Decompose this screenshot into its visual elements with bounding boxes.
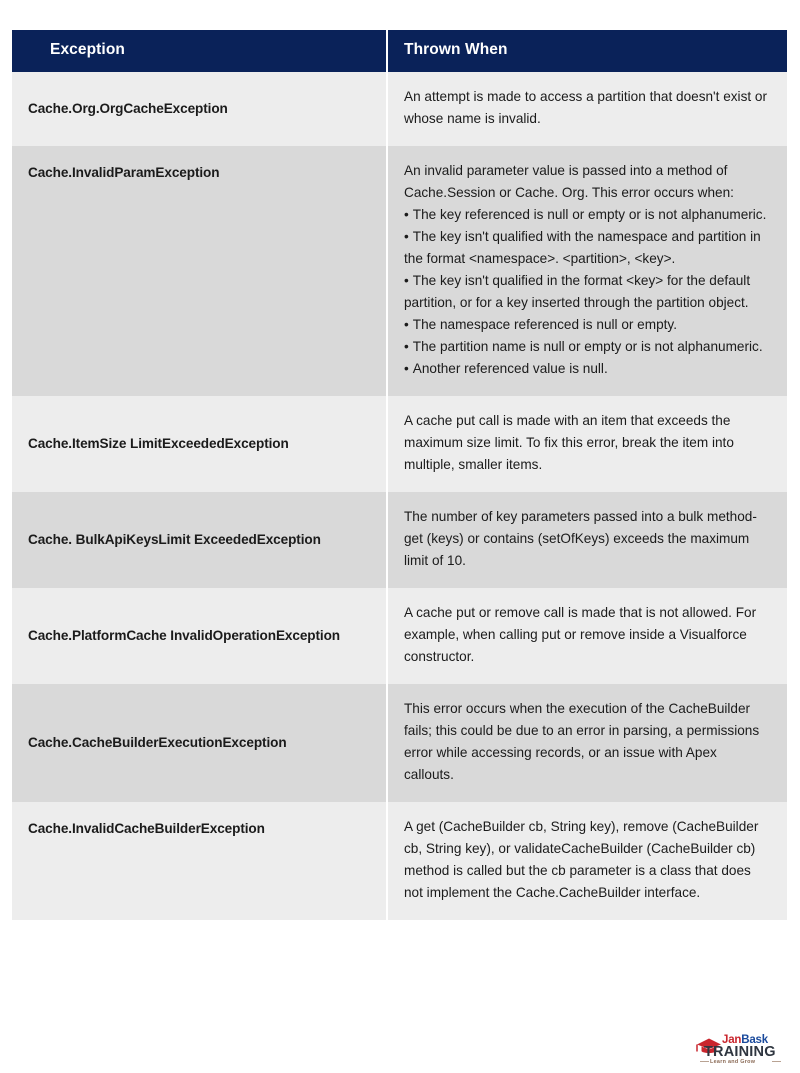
description-block (404, 816, 769, 904)
exception-table (12, 30, 787, 920)
exception-name: Cache.ItemSize LimitExceededException (28, 435, 289, 451)
description-bullet (404, 314, 769, 336)
cell-thrown-when (387, 72, 787, 146)
description-text: The number of key parameters passed into a bulk method- get (keys) or contains (setOfKeys) exceeds the maximum limit of 10. (404, 508, 757, 568)
cell-exception-name (12, 492, 387, 588)
bullet-text: Another referenced value is null. (412, 360, 608, 376)
bullet-text: The namespace referenced is null or empty. (412, 316, 677, 332)
bullet-text: The key referenced is null or empty or is not alphanumeric. (412, 206, 767, 222)
exception-name: Cache.InvalidParamException (28, 164, 220, 180)
bullet-icon: • (404, 272, 409, 288)
description-intro: An invalid parameter value is passed into a method of Cache.Session or Cache. Org. This error occurs when: (404, 162, 734, 200)
cell-thrown-when (387, 802, 787, 920)
table-row (12, 72, 787, 146)
cell-exception-name (12, 684, 387, 802)
bullet-text: The partition name is null or empty or is not alphanumeric. (412, 338, 763, 354)
column-header-exception: Exception (12, 30, 387, 72)
bullet-text: The key isn't qualified in the format <key> for the default partition, or for a key inserted through the partition object. (404, 272, 751, 310)
description-text: A cache put call is made with an item that exceeds the maximum size limit. To fix this error, break the item into multiple, smaller items. (404, 412, 734, 472)
logo-inner (696, 1034, 788, 1066)
cell-exception-name (12, 802, 387, 920)
cell-exception-name (12, 588, 387, 684)
bullet-icon: • (404, 206, 409, 222)
janbask-training-logo (692, 1033, 788, 1067)
description-bullet (404, 204, 769, 226)
exception-name: Cache.PlatformCache InvalidOperationException (28, 627, 341, 643)
description-block (404, 602, 769, 668)
description-block (404, 506, 769, 572)
exception-name: Cache.Org.OrgCacheException (28, 100, 228, 116)
table-header-row (12, 30, 787, 72)
table-row (12, 684, 787, 802)
table-row (12, 396, 787, 492)
description-bullet (404, 336, 769, 358)
description-block (404, 86, 769, 130)
cell-exception-name (12, 146, 387, 396)
cell-thrown-when (387, 146, 787, 396)
table-row (12, 802, 787, 920)
bullet-icon: • (404, 360, 409, 376)
exception-name: Cache. BulkApiKeysLimit ExceededException (28, 531, 321, 547)
description-text: A get (CacheBuilder cb, String key), remove (CacheBuilder cb, String key), or validateCacheBuilder (CacheBuilder cb) method is called but the cb parameter is a class that does not implement the Cache.CacheBuilder interface. (404, 818, 759, 901)
description-block (404, 160, 769, 380)
cell-thrown-when (387, 684, 787, 802)
table-row (12, 588, 787, 684)
cell-exception-name (12, 72, 387, 146)
bullet-text: The key isn't qualified with the namespace and partition in the format <namespace>. <partition>, <key>. (404, 228, 761, 266)
description-bullet (404, 270, 769, 314)
description-bullet (404, 358, 769, 380)
bullet-icon: • (404, 338, 409, 354)
cell-thrown-when (387, 588, 787, 684)
table-row (12, 146, 787, 396)
exception-name: Cache.CacheBuilderExecutionException (28, 734, 287, 750)
bullet-icon: • (404, 228, 409, 244)
table-body (12, 72, 787, 920)
exception-name: Cache.InvalidCacheBuilderException (28, 820, 265, 836)
logo-tagline-rule-right (772, 1061, 781, 1062)
logo-tagline-rule-left (700, 1061, 709, 1062)
logo-tagline: Learn and Grow (710, 1059, 756, 1065)
logo-text-jan: Jan (722, 1034, 742, 1046)
description-text: An attempt is made to access a partition that doesn't exist or whose name is invalid. (404, 88, 768, 126)
description-block (404, 698, 769, 786)
table-row (12, 492, 787, 588)
bullet-icon: • (404, 316, 409, 332)
exception-table-container (12, 30, 787, 920)
table-header (12, 30, 787, 72)
description-text: This error occurs when the execution of the CacheBuilder fails; this could be due to an error in parsing, a permissions error while accessing records, or an issue with Apex callouts. (404, 700, 760, 782)
description-text: A cache put or remove call is made that is not allowed. For example, when calling put or remove inside a Visualforce constructor. (404, 604, 757, 664)
logo-text-training: TRAINING (704, 1044, 776, 1060)
description-block (404, 410, 769, 476)
cell-exception-name (12, 396, 387, 492)
logo-text-bask: Bask (741, 1034, 768, 1046)
cell-thrown-when (387, 492, 787, 588)
description-bullet (404, 226, 769, 270)
cell-thrown-when (387, 396, 787, 492)
column-header-thrown-when: Thrown When (387, 30, 787, 72)
